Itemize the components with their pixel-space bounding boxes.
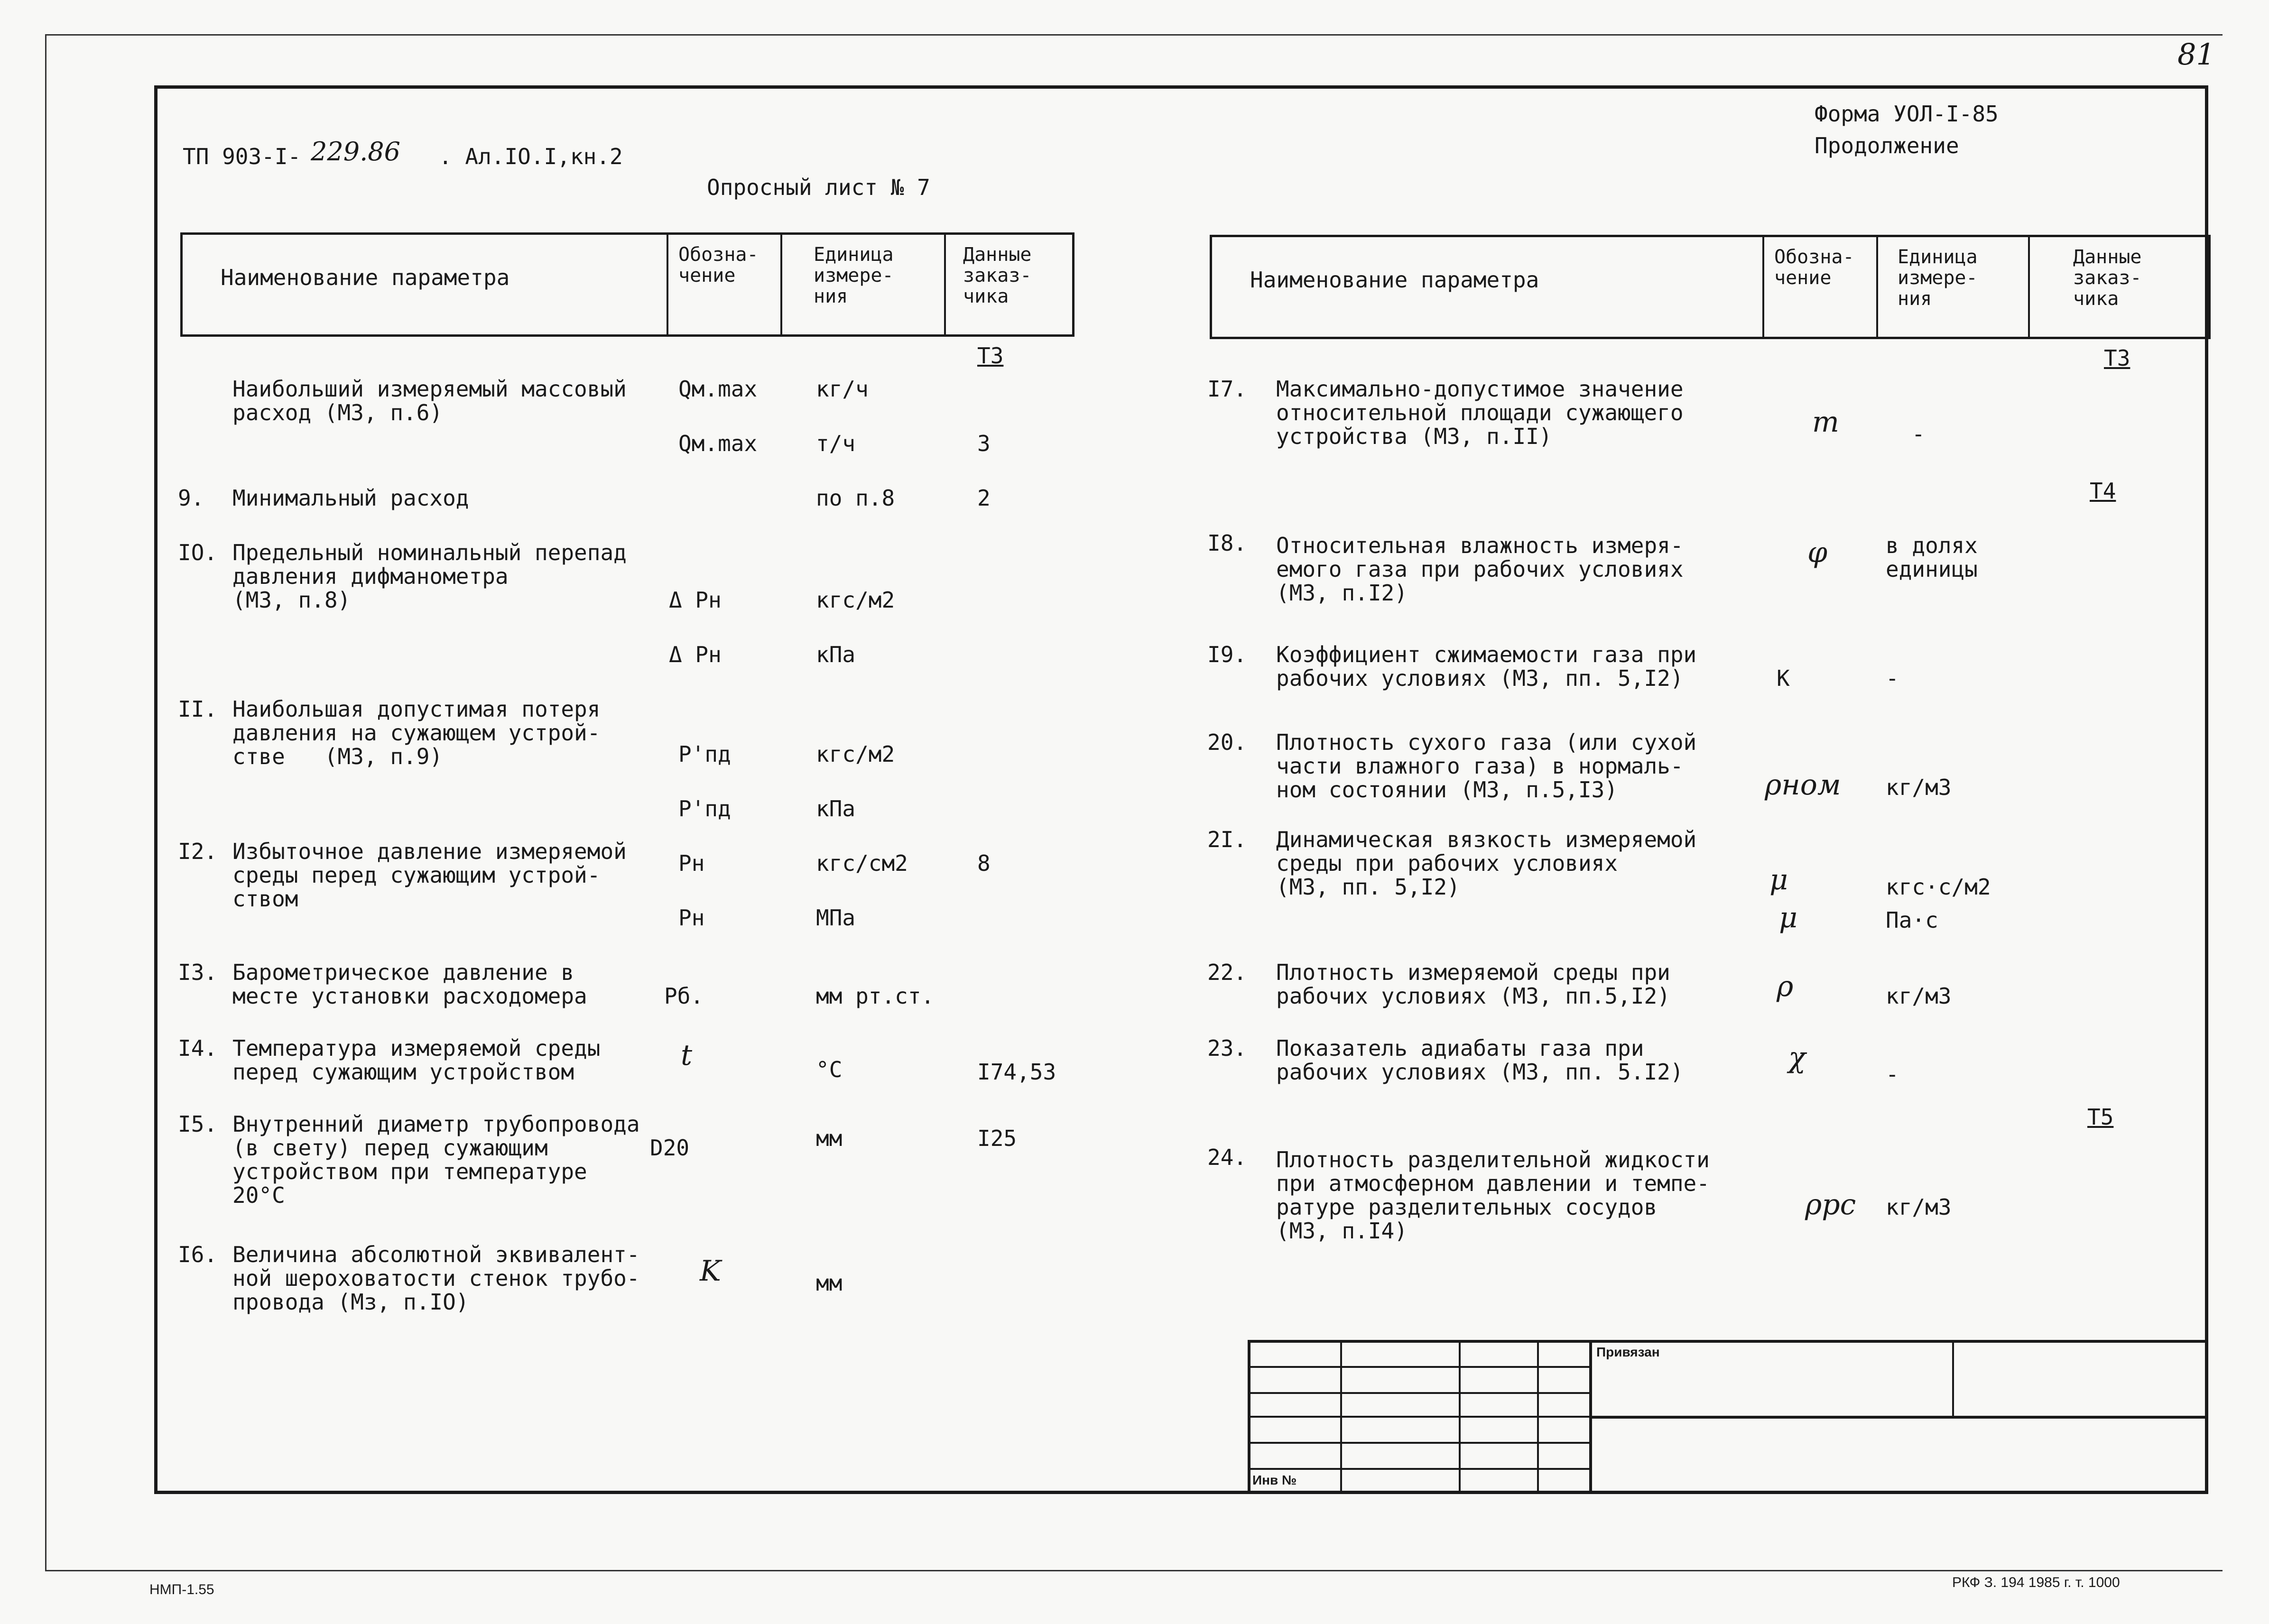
stamp-hline-3 (1248, 1416, 1589, 1418)
stamp-hline-6 (1589, 1416, 2208, 1419)
right-mark-t3: Т3 (2104, 345, 2130, 371)
left-row-7-value: 8 (977, 850, 991, 876)
left-row-3-name: Предельный номинальный перепад давления дифманометра (МЗ, п.8) (232, 540, 627, 613)
right-row-5-symbol: μ (1779, 901, 1797, 934)
right-row-4-unit: кгс·с/м2 (1886, 874, 1991, 900)
stamp-hline-1 (1248, 1366, 1589, 1368)
right-header-divider-3 (2028, 235, 2030, 339)
left-row-11-num: I5. (178, 1111, 218, 1137)
left-header-divider-3 (944, 232, 946, 337)
left-row-2-num: 9. (178, 485, 204, 511)
left-row-9-symbol: Рб. (664, 983, 704, 1009)
footer-left-code: НМП-1.55 (149, 1582, 214, 1597)
right-row-0-num: I7. (1207, 376, 1247, 402)
left-row-10-unit: °С (816, 1057, 843, 1082)
stamp-hline-5 (1248, 1468, 1589, 1470)
stamp-vline-5 (1952, 1340, 1954, 1416)
right-row-8-symbol: ρрс (1805, 1188, 1856, 1221)
right-header-customer: Данные заказ- чика (2073, 246, 2142, 310)
form-name: Форма УОЛ-I-85 (1815, 101, 1999, 127)
left-header-unit: Единица измере- ния (814, 244, 894, 307)
right-header-divider-1 (1762, 235, 1764, 339)
left-header-divider-1 (667, 232, 668, 337)
left-row-5-name: Наибольшая допустимая потеря давления на сужающем устрой- стве (МЗ, п.9) (232, 696, 601, 769)
left-row-5-num: II. (178, 696, 218, 722)
right-row-2-unit: - (1886, 665, 1899, 691)
left-row-12-name: Величина абсолютной эквивалент- ной шероховатости стенок трубо- провода (Мз, п.IO) (232, 1242, 640, 1315)
left-row-3-unit: кгс/м2 (816, 587, 895, 613)
sheet-border-left (45, 34, 46, 1571)
right-row-6-num: 22. (1207, 960, 1247, 985)
right-row-0-unit: - (1912, 421, 1925, 447)
left-row-3-symbol: Δ Рн (669, 587, 722, 613)
left-row-8-symbol: Рн (678, 905, 705, 931)
left-row-1-symbol: Qм.max (678, 431, 758, 456)
left-row-1-value: 3 (977, 431, 991, 456)
page-number: 81 (2177, 37, 2215, 72)
album-ref: . Ал.IO.I,кн.2 (439, 144, 623, 169)
left-row-0-name: Наибольший измеряемый массовый расход (МЗ, п.6) (232, 376, 627, 425)
right-row-2-symbol: К (1777, 665, 1790, 691)
right-row-8-name: Плотность разделительной жидкости при атмосферном давлении и темпе- ратуре разделительных сосудов (МЗ, п.I4) (1276, 1147, 1710, 1244)
right-row-5-unit: Па·с (1886, 907, 1938, 933)
right-header-unit: Единица измере- ния (1898, 246, 1978, 310)
right-header-name: Наименование параметра (1250, 267, 1539, 293)
right-row-1-name: Относительная влажность измеря- емого газа при рабочих условиях (МЗ, п.I2) (1276, 533, 1684, 606)
left-row-10-symbol: t (681, 1039, 693, 1072)
left-row-11-value: I25 (977, 1126, 1017, 1151)
right-row-6-symbol: ρ (1777, 970, 1794, 1003)
right-header-divider-2 (1876, 235, 1878, 339)
stamp-inv-label: Инв № (1252, 1473, 1297, 1487)
right-row-3-unit: кг/м3 (1886, 775, 1952, 800)
left-row-4-unit: кПа (816, 642, 856, 667)
left-row-9-unit: мм рт.ст. (816, 983, 935, 1009)
left-row-5-symbol: Р'пд (678, 741, 731, 767)
right-row-0-symbol: m (1812, 406, 1839, 439)
right-row-6-name: Плотность измеряемой среды при рабочих условиях (МЗ, пп.5,I2) (1276, 960, 1670, 1009)
left-row-0-symbol: Qм.max (678, 376, 758, 402)
left-row-6-unit: кПа (816, 796, 856, 821)
right-row-8-num: 24. (1207, 1144, 1247, 1170)
left-row-8-unit: МПа (816, 905, 856, 931)
left-row-10-num: I4. (178, 1035, 218, 1061)
doc-code-prefix: ТП 903-I- (183, 144, 301, 169)
left-row-7-name: Избыточное давление измеряемой среды перед сужающим устрой- ством (232, 839, 627, 912)
stamp-hline-4 (1248, 1442, 1589, 1444)
left-row-5-unit: кгс/м2 (816, 741, 895, 767)
right-header-symbol: Обозна- чение (1774, 246, 1854, 289)
right-row-1-num: I8. (1207, 530, 1247, 556)
right-row-7-symbol: χ (1788, 1041, 1806, 1074)
left-row-11-symbol: D20 (650, 1135, 690, 1161)
right-row-4-num: 2I. (1207, 827, 1247, 852)
right-row-1-symbol: φ (1807, 536, 1828, 569)
stamp-linked-label: Привязан (1596, 1345, 1660, 1359)
left-row-9-num: I3. (178, 960, 218, 985)
left-row-7-unit: кгс/см2 (816, 850, 908, 876)
left-mark-t3: Т3 (977, 343, 1004, 369)
right-row-3-symbol: ρном (1765, 768, 1841, 802)
left-row-9-name: Барометрическое давление в месте установки расходомера (232, 960, 587, 1009)
right-mark-t5: Т5 (2087, 1104, 2114, 1130)
left-row-2-unit: по п.8 (816, 485, 895, 511)
right-row-4-name: Динамическая вязкость измеряемой среды при рабочих условиях (МЗ, пп. 5,I2) (1276, 827, 1697, 900)
right-row-7-name: Показатель адиабаты газа при рабочих условиях (МЗ, пп. 5.I2) (1276, 1035, 1684, 1085)
left-row-10-value: I74,53 (977, 1059, 1056, 1085)
doc-code-number: 229.86 (311, 137, 400, 166)
right-row-7-num: 23. (1207, 1035, 1247, 1061)
left-row-7-symbol: Рн (678, 850, 705, 876)
right-row-8-unit: кг/м3 (1886, 1194, 1952, 1220)
left-header-customer: Данные заказ- чика (963, 244, 1032, 307)
right-row-2-num: I9. (1207, 642, 1247, 667)
continuation-label: Продолжение (1815, 133, 1959, 158)
sheet-title: Опросный лист № 7 (707, 175, 930, 200)
left-header-symbol: Обозна- чение (678, 244, 759, 286)
right-row-7-unit: - (1886, 1061, 1899, 1087)
footer-right-code: РКФ З. 194 1985 г. т. 1000 (1952, 1575, 2120, 1590)
right-row-6-unit: кг/м3 (1886, 983, 1952, 1009)
left-row-7-num: I2. (178, 839, 218, 864)
left-row-1-unit: т/ч (816, 431, 856, 456)
left-row-12-unit: мм (816, 1270, 843, 1296)
right-row-3-name: Плотность сухого газа (или сухой части влажного газа) в нормаль- ном состоянии (МЗ, п.5,I3) (1276, 729, 1697, 803)
left-row-10-name: Температура измеряемой среды перед сужающим устройством (232, 1035, 601, 1085)
stamp-hline-2 (1248, 1392, 1589, 1394)
left-row-12-symbol: K (700, 1255, 721, 1288)
sheet-border-bottom (45, 1570, 2223, 1571)
left-row-12-num: I6. (178, 1242, 218, 1267)
sheet-border-top (45, 34, 2223, 36)
left-row-11-unit: мм (816, 1126, 843, 1151)
left-row-2-value: 2 (977, 485, 991, 511)
left-row-11-name: Внутренний диаметр трубопровода (в свету) перед сужающим устройством при температуре 20°С (232, 1111, 640, 1208)
right-row-4-symbol: μ (1769, 863, 1788, 896)
right-row-3-num: 20. (1207, 729, 1247, 755)
left-header-divider-2 (780, 232, 782, 337)
left-header-name: Наименование параметра (221, 265, 510, 290)
right-mark-t4: Т4 (2090, 478, 2116, 504)
left-row-6-symbol: Р'пд (678, 796, 731, 821)
left-row-3-num: IO. (178, 540, 218, 565)
left-row-0-unit: кг/ч (816, 376, 869, 402)
left-row-2-name: Минимальный расход (232, 485, 469, 511)
left-row-4-symbol: Δ Рн (669, 642, 722, 667)
right-row-0-name: Максимально-допустимое значение относительной площади сужающего устройства (МЗ, п.II) (1276, 376, 1684, 449)
right-row-2-name: Коэффициент сжимаемости газа при рабочих условиях (МЗ, пп. 5,I2) (1276, 642, 1697, 691)
right-row-1-unit: в долях единицы (1886, 533, 1978, 582)
